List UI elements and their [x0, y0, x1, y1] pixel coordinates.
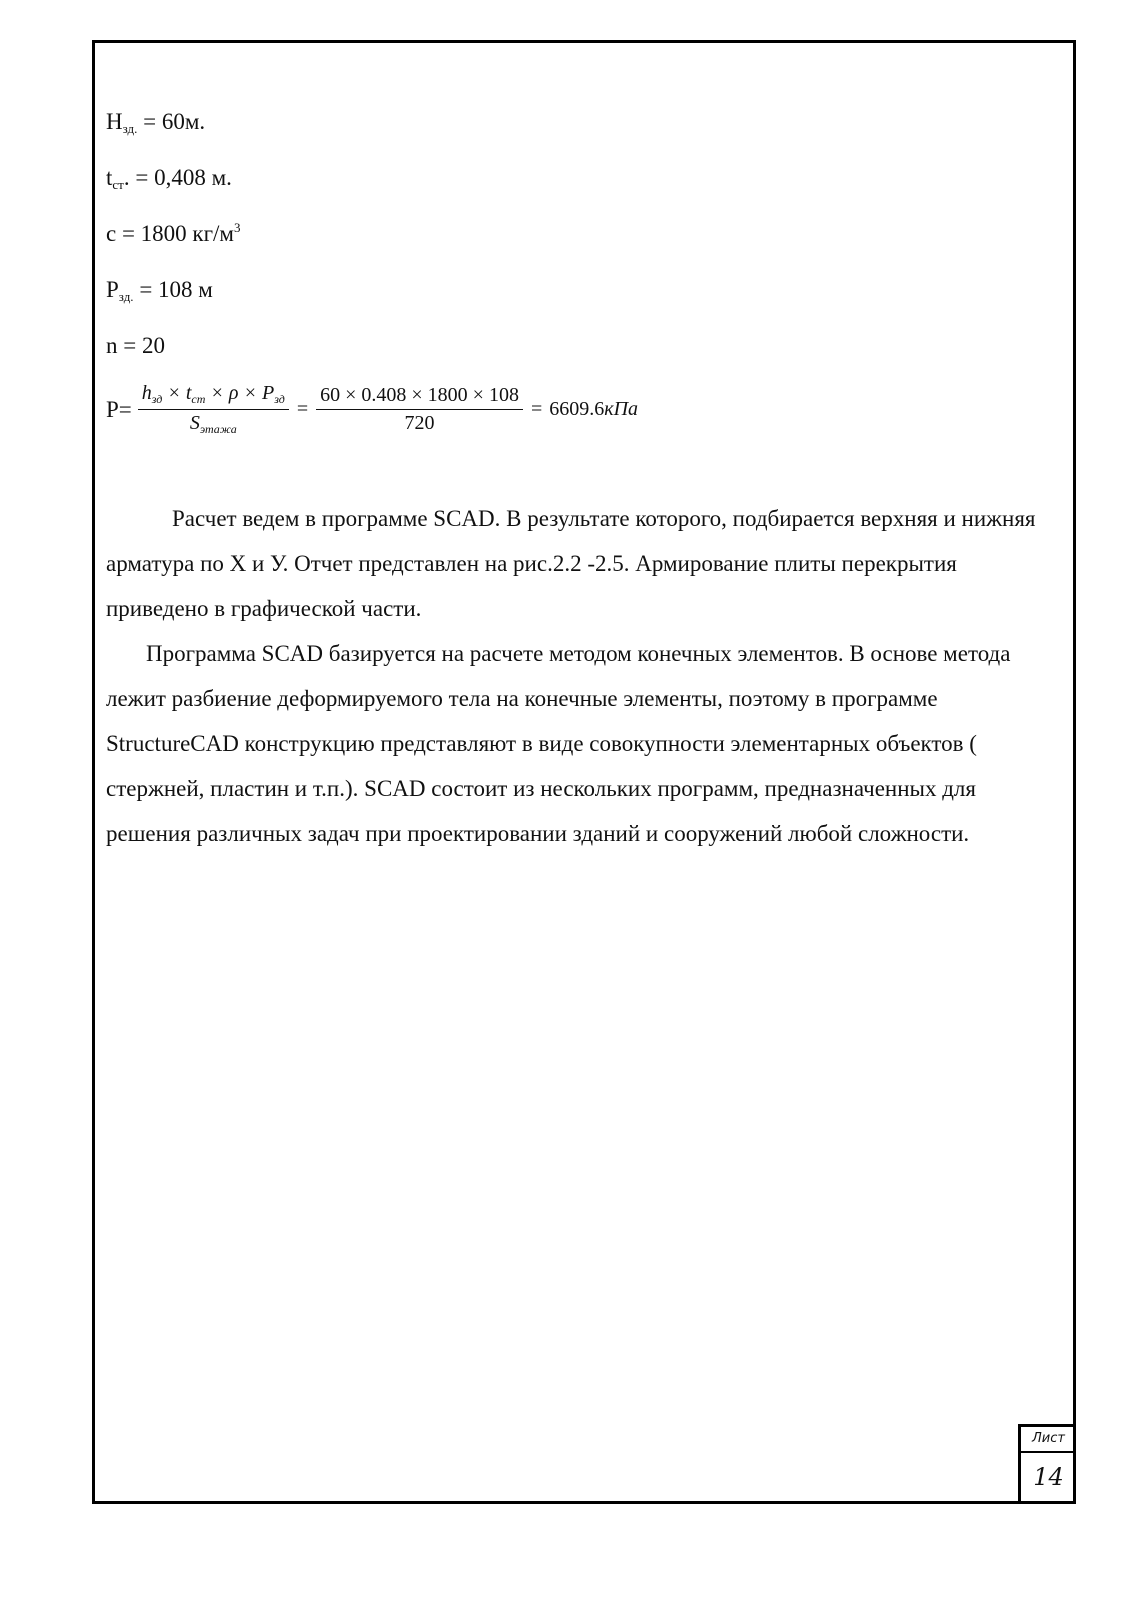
formula-result: 6609.6кПа [549, 398, 639, 420]
sheet-stamp [1018, 1424, 1076, 1504]
symbolic-fraction [138, 382, 289, 437]
sheet-number: 14 [1033, 1463, 1064, 1491]
param-floors: n = 20 [106, 333, 165, 358]
paragraph-scad-description: Программа SCAD базируется на расчете методом конечных элементов. В основе метода лежит разбиение деформируемого тела на конечные элементы, поэтому в программе StructureCAD конструкцию представляют в виде совокупности элементарных объектов ( стержней, пластин и т.п.). SCAD состоит из нескольких программ, предназначенных для решения различных задач при проектировании зданий и сооружений любой сложности. [106, 641, 1011, 846]
paragraph-scad-calculation: Расчет ведем в программе SCAD. В результате которого, подбирается верхняя и нижняя арматура по Х и У. Отчет представлен на рис.2.2 -2.5. Армирование плиты перекрытия приведено в графической части. [106, 506, 1036, 621]
symbolic-denominator: $S_{этажа}$ [189, 412, 237, 436]
param-density: с = 1800 $кг/м^3$ [106, 220, 241, 246]
param-height: $H_{зд.} = 60м$. [106, 109, 206, 136]
param-perimeter: $P_{зд.} = 108$ м [106, 277, 213, 304]
formula-equals-2: = [530, 398, 543, 420]
numeric-fraction [316, 384, 523, 435]
symbolic-numerator: $h_{зд} \times t_{ст} \times \rho \times P_{зд}$ [138, 382, 289, 410]
pressure-formula [106, 382, 638, 437]
formula-equals-1: = [296, 398, 309, 420]
formula-lhs: P= [106, 396, 132, 422]
sheet-label: Лист [1021, 1427, 1076, 1453]
numeric-denominator: 720 [404, 412, 435, 434]
numeric-numerator: 60 × 0.408 × 1800 × 108 [316, 384, 523, 410]
param-wall-thickness: $t_{ст}$. = 0,408 м. [106, 165, 232, 192]
